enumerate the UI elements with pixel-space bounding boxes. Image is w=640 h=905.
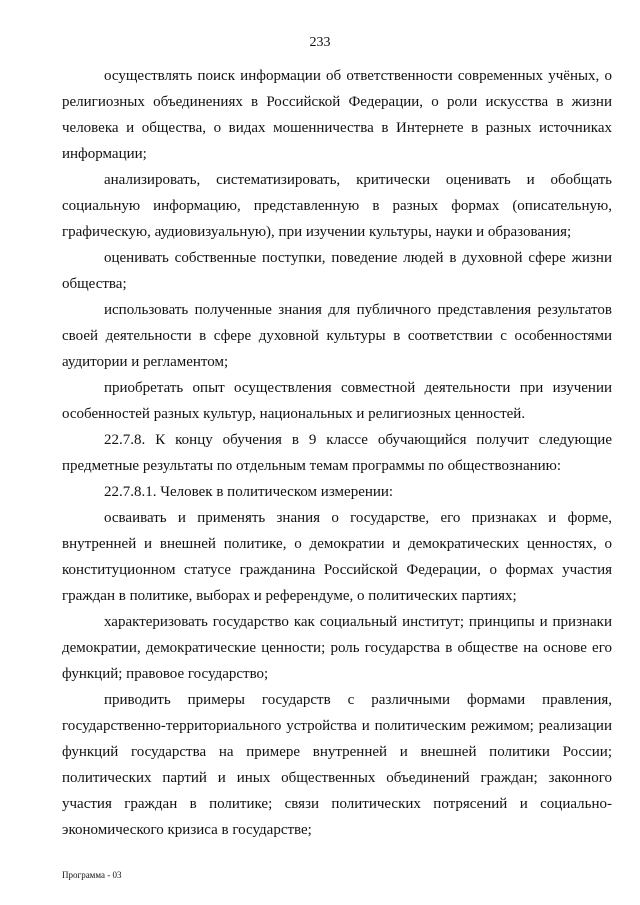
paragraph: анализировать, систематизировать, критически оценивать и обобщать социальную информацию, представленную в разных формах (описательную, графическую, аудиовизуальную), при изучении культуры, науки и образования; bbox=[62, 172, 612, 240]
paragraph: осваивать и применять знания о государстве, его признаках и форме, внутренней и внешней политике, о демократии и демократических ценностях, о конституционном статусе гражданина Российской Федерации, о формах участия граждан в политике, выборах и референдуме, о политических партиях; bbox=[62, 510, 612, 604]
document-body bbox=[62, 63, 612, 843]
paragraph: осуществлять поиск информации об ответственности современных учёных, о религиозных объединениях в Российской Федерации, о роли искусства в жизни человека и общества, о видах мошенничества в Интернете в разных источниках информации; bbox=[62, 68, 612, 162]
paragraph: оценивать собственные поступки, поведение людей в духовной сфере жизни общества; bbox=[62, 250, 612, 292]
subsection-heading: 22.7.8.1. Человек в политическом измерении: bbox=[104, 484, 394, 500]
paragraph: использовать полученные знания для публичного представления результатов своей деятельности в сфере духовной культуры в соответствии с особенностями аудитории и регламентом; bbox=[62, 302, 612, 370]
page-footer: Программа - 03 bbox=[62, 870, 122, 880]
paragraph: приводить примеры государств с различными формами правления, государственно-территориального устройства и политическим режимом; реализации функций государства на примере внутренней и внешней политики России; политических партий и иных общественных объединений граждан; законного участия граждан в политике; связи политических потрясений и социально-экономического кризиса в государстве; bbox=[62, 692, 612, 838]
paragraph: приобретать опыт осуществления совместной деятельности при изучении особенностей разных культур, национальных и религиозных ценностей. bbox=[62, 380, 612, 422]
section-heading-paragraph: 22.7.8. К концу обучения в 9 классе обучающийся получит следующие предметные результаты по отдельным темам программы по обществознанию: bbox=[62, 432, 612, 474]
page-number: 233 bbox=[309, 35, 331, 50]
paragraph: характеризовать государство как социальный институт; принципы и признаки демократии, демократические ценности; роль государства в обществе на основе его функций; правовое государство; bbox=[62, 614, 612, 682]
